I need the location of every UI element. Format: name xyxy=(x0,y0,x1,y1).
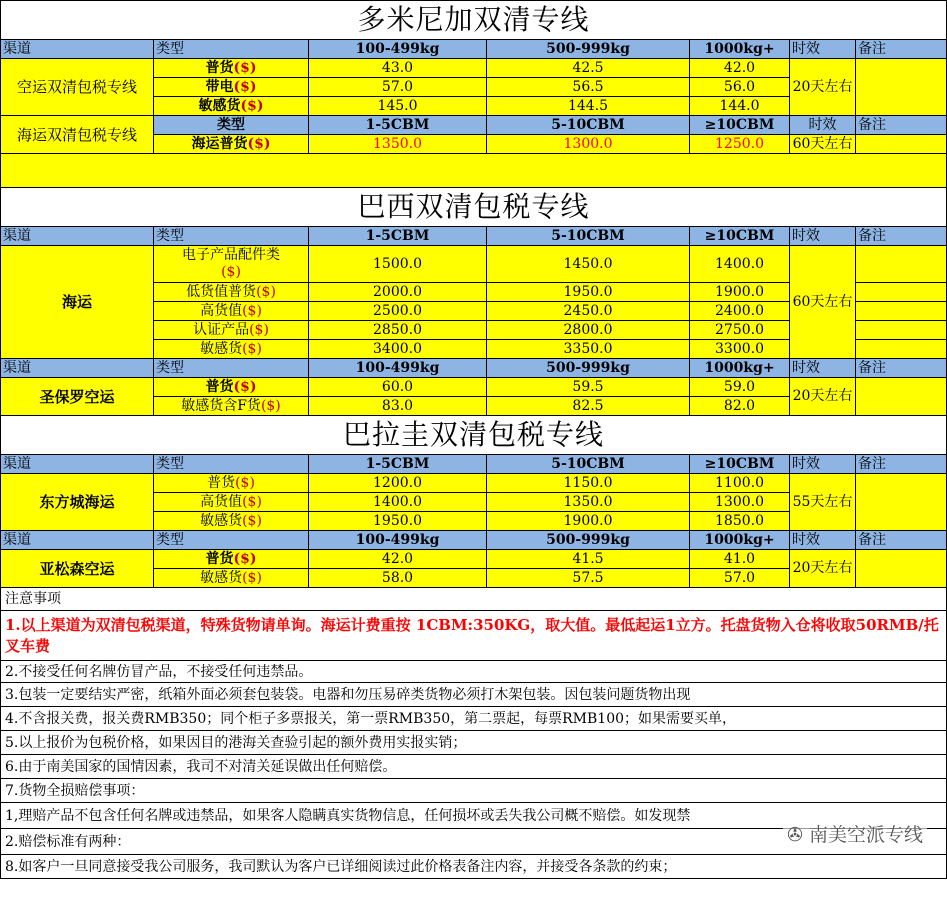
price-cell: 3350.0 xyxy=(487,340,690,359)
note-5: 5.以上报价为包税价格，如果因目的港海关查验引起的额外费用实报实销； xyxy=(1,731,947,755)
price-cell: 1100.0 xyxy=(690,474,790,493)
price-cell: 83.0 xyxy=(309,397,487,416)
price-cell: 82.0 xyxy=(690,397,790,416)
note-8: 1,理赔产品不包含任何名牌或违禁品，如果客人隐瞒真实货物信息，任何损坏或丢失我公司概不赔偿。如发现禁 xyxy=(1,803,947,829)
channel-air-saopaulo: 圣保罗空运 xyxy=(1,378,154,416)
header-type: 类型 xyxy=(154,531,309,550)
cargo-type: 认证产品($) xyxy=(154,321,309,340)
price-cell: 1300.0 xyxy=(487,135,690,154)
transit-time: 55天左右 xyxy=(790,474,856,531)
price-cell: 1200.0 xyxy=(309,474,487,493)
header-channel: 渠道 xyxy=(1,359,154,378)
channel-sea-dominican: 海运双清包税专线 xyxy=(1,116,154,154)
wechat-icon: ✇ xyxy=(787,824,803,846)
note-cell xyxy=(856,340,947,359)
price-cell: 41.0 xyxy=(690,550,790,569)
note-cell xyxy=(856,283,947,302)
table-row xyxy=(1,474,947,493)
cargo-type: 敏感货含F货($) xyxy=(154,397,309,416)
header-range-3: 1000kg+ xyxy=(690,359,790,378)
transit-time: 20天左右 xyxy=(790,378,856,416)
price-cell: 42.5 xyxy=(487,59,690,78)
channel-sea-brazil: 海运 xyxy=(1,246,154,359)
transit-time: 20天左右 xyxy=(790,550,856,588)
price-cell: 59.0 xyxy=(690,378,790,397)
cargo-type: 低货值普货($) xyxy=(154,283,309,302)
header-cbm-2: 5-10CBM xyxy=(487,227,690,246)
price-cell: 57.0 xyxy=(690,569,790,588)
note-10: 8.如客户一旦同意接受我公司服务，我司默认为客户已详细阅读过此价格表备注内容，并接受各条款的约束； xyxy=(1,855,947,879)
price-cell: 1500.0 xyxy=(309,246,487,283)
header-range-1: 100-499kg xyxy=(309,40,487,59)
price-cell: 1450.0 xyxy=(487,246,690,283)
note-cell xyxy=(856,246,947,283)
header-cbm-3: ≥10CBM xyxy=(690,455,790,474)
price-cell: 43.0 xyxy=(309,59,487,78)
header-range-1: 100-499kg xyxy=(309,359,487,378)
table-row xyxy=(1,246,947,283)
header-channel: 渠道 xyxy=(1,531,154,550)
transit-time: 60天左右 xyxy=(790,135,856,154)
price-cell: 1950.0 xyxy=(487,283,690,302)
cargo-type: 普货($) xyxy=(154,59,309,78)
header-cbm-1: 1-5CBM xyxy=(309,455,487,474)
price-cell: 144.5 xyxy=(487,97,690,116)
header-note: 备注 xyxy=(856,40,947,59)
header-cbm-3: ≥10CBM xyxy=(690,116,790,135)
price-cell: 2000.0 xyxy=(309,283,487,302)
header-cbm-1: 1-5CBM xyxy=(309,227,487,246)
price-cell: 1300.0 xyxy=(690,493,790,512)
price-cell: 1400.0 xyxy=(690,246,790,283)
cargo-type: 高货值($) xyxy=(154,493,309,512)
note-cell xyxy=(856,550,947,588)
header-note: 备注 xyxy=(856,359,947,378)
transit-time: 60天左右 xyxy=(790,246,856,359)
header-type: 类型 xyxy=(154,455,309,474)
table-row xyxy=(1,59,947,78)
header-note: 备注 xyxy=(856,455,947,474)
header-range-2: 500-999kg xyxy=(487,531,690,550)
header-note: 备注 xyxy=(856,531,947,550)
cargo-type: 敏感货($) xyxy=(154,569,309,588)
note-2: 2.不接受任何名牌仿冒产品，不接受任何违禁品。 xyxy=(1,661,947,683)
header-note: 备注 xyxy=(856,227,947,246)
header-channel: 渠道 xyxy=(1,455,154,474)
cargo-type: 敏感货($) xyxy=(154,97,309,116)
cargo-type: 电子产品配件类 ($) xyxy=(154,246,309,283)
header-cbm-3: ≥10CBM xyxy=(690,227,790,246)
watermark: ✇ 南美空派专线 xyxy=(783,818,927,849)
cargo-type: 普货($) xyxy=(154,550,309,569)
price-cell: 1150.0 xyxy=(487,474,690,493)
price-cell: 2750.0 xyxy=(690,321,790,340)
header-time: 时效 xyxy=(790,531,856,550)
header-range-2: 500-999kg xyxy=(487,40,690,59)
note-4: 4.不含报关费，报关费RMB350；同个柜子多票报关，第一票RMB350，第二票起，每票RMB100；如果需要买单， xyxy=(1,707,947,731)
price-cell: 3400.0 xyxy=(309,340,487,359)
price-cell: 57.0 xyxy=(309,78,487,97)
note-cell xyxy=(856,474,947,531)
cargo-type: 带电($) xyxy=(154,78,309,97)
price-cell: 41.5 xyxy=(487,550,690,569)
note-6: 6.由于南美国家的国情因素，我司不对清关延误做出任何赔偿。 xyxy=(1,755,947,779)
note-cell xyxy=(856,321,947,340)
header-range-3: 1000kg+ xyxy=(690,531,790,550)
section-title-brazil: 巴西双清包税专线 xyxy=(1,188,947,227)
header-type: 类型 xyxy=(154,227,309,246)
header-note: 备注 xyxy=(856,116,947,135)
note-7: 7.货物全损赔偿事项： xyxy=(1,779,947,803)
section-title-dominican: 多米尼加双清专线 xyxy=(1,1,947,40)
price-cell: 59.5 xyxy=(487,378,690,397)
price-cell: 58.0 xyxy=(309,569,487,588)
section-title-paraguay: 巴拉圭双清包税专线 xyxy=(1,416,947,455)
table-row xyxy=(1,378,947,397)
header-channel: 渠道 xyxy=(1,227,154,246)
cargo-type: 海运普货($) xyxy=(154,135,309,154)
price-cell: 2400.0 xyxy=(690,302,790,321)
header-time: 时效 xyxy=(790,359,856,378)
price-cell: 57.5 xyxy=(487,569,690,588)
header-cbm-1: 1-5CBM xyxy=(309,116,487,135)
note-cell xyxy=(856,59,947,116)
spacer-row xyxy=(1,154,947,188)
price-cell: 56.0 xyxy=(690,78,790,97)
cargo-type: 普货($) xyxy=(154,474,309,493)
note-9: 2.赔偿标准有两种： xyxy=(1,829,947,855)
price-cell: 1400.0 xyxy=(309,493,487,512)
channel-sea-paraguay: 东方城海运 xyxy=(1,474,154,531)
cargo-type: 普货($) xyxy=(154,378,309,397)
header-type: 类型 xyxy=(154,40,309,59)
header-channel: 渠道 xyxy=(1,40,154,59)
price-cell: 2800.0 xyxy=(487,321,690,340)
channel-air-asuncion: 亚松森空运 xyxy=(1,550,154,588)
cargo-type: 敏感货($) xyxy=(154,340,309,359)
header-time: 时效 xyxy=(790,40,856,59)
cargo-type: 高货值($) xyxy=(154,302,309,321)
note-3: 3.包装一定要结实严密，纸箱外面必须套包装袋。电器和勿压易碎类货物必须打木架包装。因包装问题货物出现 xyxy=(1,683,947,707)
price-cell: 2450.0 xyxy=(487,302,690,321)
header-type: 类型 xyxy=(154,116,309,135)
price-cell: 1950.0 xyxy=(309,512,487,531)
header-time: 时效 xyxy=(790,455,856,474)
header-range-3: 1000kg+ xyxy=(690,40,790,59)
price-cell: 144.0 xyxy=(690,97,790,116)
cargo-type: 敏感货($) xyxy=(154,512,309,531)
header-cbm-2: 5-10CBM xyxy=(487,116,690,135)
price-cell: 2500.0 xyxy=(309,302,487,321)
note-cell xyxy=(856,135,947,154)
price-cell: 3300.0 xyxy=(690,340,790,359)
price-cell: 1850.0 xyxy=(690,512,790,531)
notes-heading: 注意事项 xyxy=(1,588,947,611)
price-cell: 42.0 xyxy=(690,59,790,78)
channel-air-dominican: 空运双清包税专线 xyxy=(1,59,154,116)
note-cell xyxy=(856,378,947,416)
header-time: 时效 xyxy=(790,116,856,135)
price-cell: 56.5 xyxy=(487,78,690,97)
price-cell: 42.0 xyxy=(309,550,487,569)
note-cell xyxy=(856,302,947,321)
price-cell: 145.0 xyxy=(309,97,487,116)
price-cell: 1900.0 xyxy=(690,283,790,302)
header-type: 类型 xyxy=(154,359,309,378)
transit-time: 20天左右 xyxy=(790,59,856,116)
header-cbm-2: 5-10CBM xyxy=(487,455,690,474)
price-cell: 60.0 xyxy=(309,378,487,397)
header-range-1: 100-499kg xyxy=(309,531,487,550)
header-time: 时效 xyxy=(790,227,856,246)
price-cell: 1350.0 xyxy=(487,493,690,512)
price-cell: 1350.0 xyxy=(309,135,487,154)
table-row xyxy=(1,550,947,569)
header-range-2: 500-999kg xyxy=(487,359,690,378)
price-cell: 2850.0 xyxy=(309,321,487,340)
price-cell: 1250.0 xyxy=(690,135,790,154)
note-1: 1.以上渠道为双清包税渠道，特殊货物请单询。海运计费重按 1CBM:350KG，取大值。最低起运1立方。托盘货物入仓将收取50RMB/托叉车费 xyxy=(1,611,947,661)
price-cell: 1900.0 xyxy=(487,512,690,531)
price-cell: 82.5 xyxy=(487,397,690,416)
